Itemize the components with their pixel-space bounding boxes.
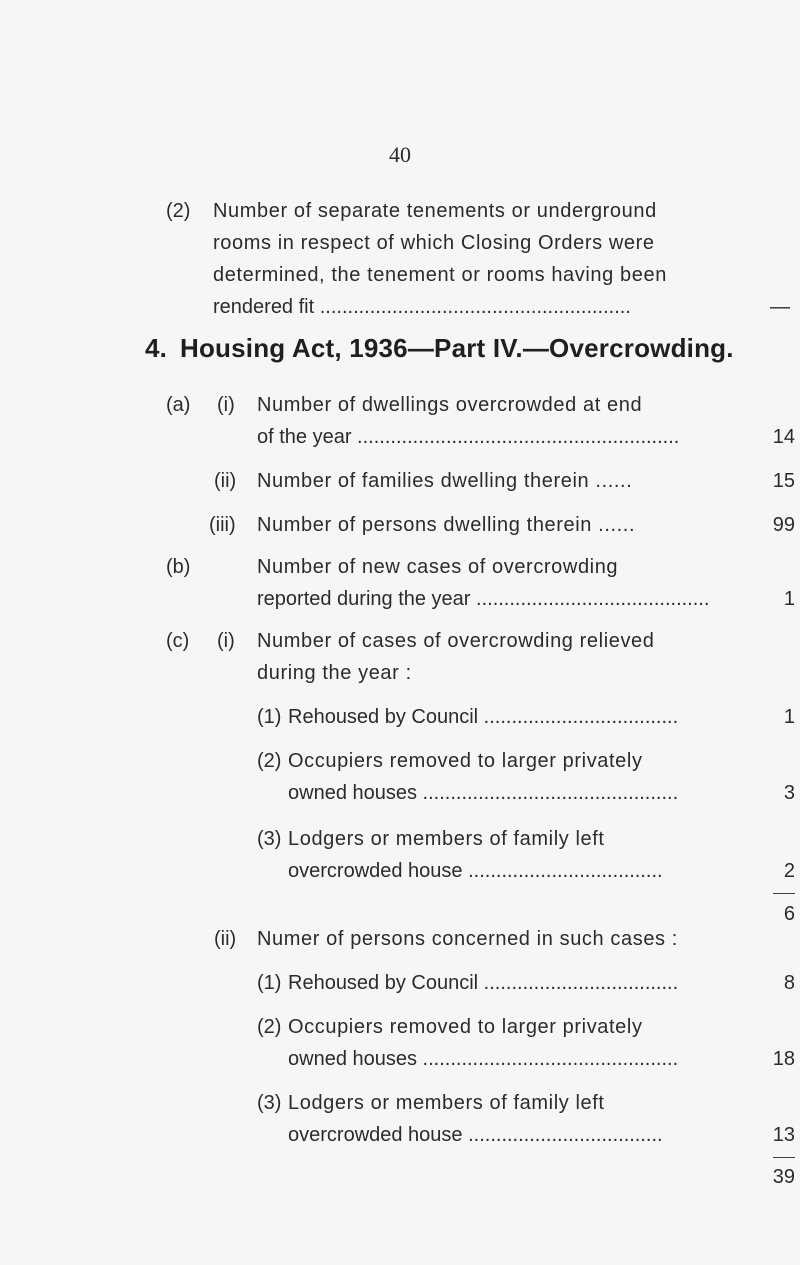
a-iii-text: Number of persons dwelling therein ...... [257,514,636,536]
section-4-title: Housing Act, 1936—Part IV.—Overcrowding. [180,333,734,363]
c-ii-total-rule [773,1157,795,1158]
c-ii-2-label: (2) [257,1016,282,1038]
c-i-line-1: Number of cases of overcrowding relieved [257,630,655,652]
c-ii-3-line-2: overcrowded house ................................... [288,1124,663,1146]
c-i-2-value: 3 [783,782,795,804]
c-i-1-label: (1) [257,706,282,728]
a-i-line-1: Number of dwellings overcrowded at end [257,394,643,416]
c-ii-3-label: (3) [257,1092,282,1114]
c-i-3-label: (3) [257,828,282,850]
item-2-line-4: rendered fit ........................................................ [213,296,631,318]
item-2-value: — [770,296,790,318]
c-ii-total: 39 [772,1166,795,1188]
a-iii-label: (iii) [209,514,236,536]
c-i-3-line-2: overcrowded house ................................... [288,860,663,882]
a-ii-value: 15 [772,470,795,492]
a-i-label: (i) [217,394,235,416]
c-ii-1-value: 8 [783,972,795,994]
a-ii-text: Number of families dwelling therein ...... [257,470,633,492]
section-4-number: 4. [145,333,168,363]
c-i-1-value: 1 [783,706,795,728]
c-label: (c) [166,630,190,652]
b-label: (b) [166,556,191,578]
c-i-2-line-2: owned houses .............................................. [288,782,679,804]
c-i-3-line-1: Lodgers or members of family left [288,828,605,850]
page-number: 40 [389,142,411,167]
c-i-line-2: during the year : [257,662,412,684]
a-ii-label: (ii) [214,470,237,492]
item-2-line-1: Number of separate tenements or underground [213,200,657,222]
c-ii-2-line-1: Occupiers removed to larger privately [288,1016,643,1038]
c-ii-2-value: 18 [772,1048,795,1070]
c-i-3-value: 2 [783,860,795,882]
c-ii-3-line-1: Lodgers or members of family left [288,1092,605,1114]
c-ii-2-line-2: owned houses .............................................. [288,1048,679,1070]
a-i-line-2: of the year .......................................................... [257,426,680,448]
item-2-line-2: rooms in respect of which Closing Orders were [213,232,655,254]
c-i-1-line-1: Rehoused by Council ................................... [288,706,679,728]
c-i-2-line-1: Occupiers removed to larger privately [288,750,643,772]
a-iii-value: 99 [772,514,795,536]
b-line-1: Number of new cases of overcrowding [257,556,619,578]
c-i-total-rule [773,893,795,894]
b-line-2: reported during the year .......................................... [257,588,710,610]
item-2-line-3: determined, the tenement or rooms having been [213,264,667,286]
c-i-total: 6 [783,903,795,925]
a-i-value: 14 [772,426,795,448]
b-value: 1 [783,588,795,610]
a-label: (a) [166,394,191,416]
c-ii-label: (ii) [214,928,237,950]
item-2-label: (2) [166,200,191,222]
c-ii-text: Numer of persons concerned in such cases : [257,928,678,950]
c-i-label: (i) [217,630,235,652]
c-ii-1-label: (1) [257,972,282,994]
c-ii-1-line-1: Rehoused by Council ................................... [288,972,679,994]
c-i-2-label: (2) [257,750,282,772]
c-ii-3-value: 13 [772,1124,795,1146]
